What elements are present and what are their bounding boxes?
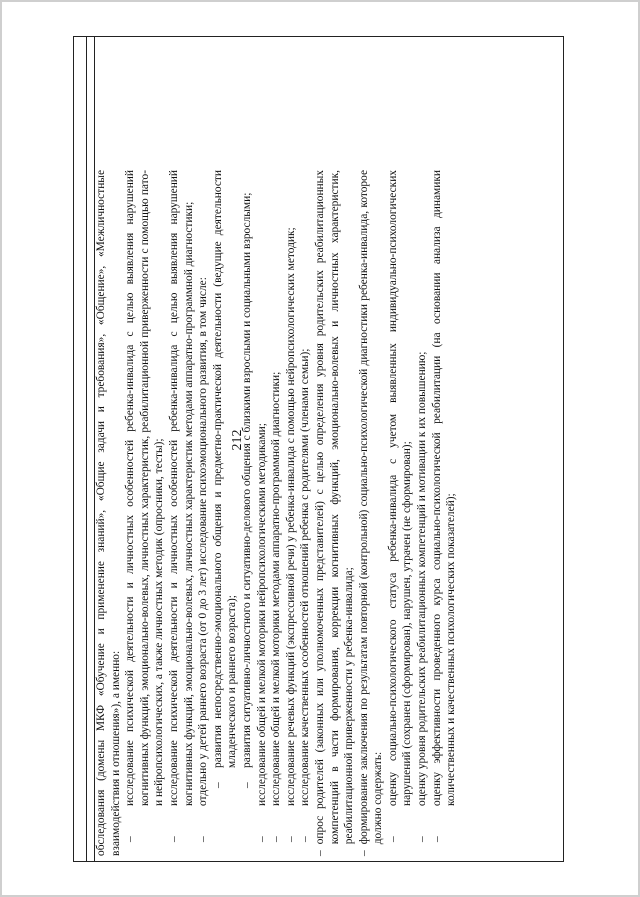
list-bullet: – [124, 836, 137, 842]
requirements-list [123, 170, 459, 856]
list-item [386, 170, 415, 856]
list-bullet: – [416, 836, 429, 842]
list-item-text: исследование речевых функций (экспрессивной речи) у ребенка-инвалида с помощью нейропсихологических методик; [284, 227, 297, 806]
list-item-text: исследование психической деятельности и личностных особенностей ребенка-инвалида с целью выявления нарушений когнитивных функций, эмоционально-волевых, личностных характеристик, реабилитационной приверженности с помощью пато- и нейропсихологических, а также личностных методик (опросники, тесты); [124, 170, 166, 806]
list-bullet: – [284, 836, 297, 842]
list-bullet: – [240, 782, 253, 788]
list-item-text: опрос родителей (законных или уполномоченных представителей) с целью определения уровня родительских реабилитационных компетенций в части формирования, коррекции когнитивных функций, эмоционально-волевых и личностных характеристик, реабилитационной приверженности у ребенка-инвалида; [313, 170, 356, 845]
list-bullet: – [255, 836, 268, 842]
list-item-text: исследование общей и мелкой моторики нейропсихологическими методиками; [255, 423, 268, 806]
list-item [430, 170, 459, 856]
list-bullet: – [270, 836, 283, 842]
list-item [255, 170, 270, 856]
list-item-text: исследование качественных особенностей отношений ребенка с родителями (членами семьи); [299, 348, 312, 806]
list-bullet: – [167, 836, 180, 842]
intro-paragraph: обследования (домены МКФ «Обучение и применение знаний», «Общие задачи и требования», «Общение», «Межличностные взаимодействия и отношения»), а именно: [95, 170, 122, 856]
table-cell-content [94, 166, 566, 862]
list-item-text: формирование заключения по результатам повторной (контрольной) социально-психологической диагностики ребенка-инвалида, которое должно содержать: [357, 170, 385, 845]
list-item [167, 170, 196, 856]
list-bullet: – [386, 836, 399, 842]
list-bullet: – [211, 782, 224, 788]
list-item-text: оценку эффективности проведенного курса социально-психологической реабилитации (на основании анализа динамики количественных и качественных психологических показателей); [430, 170, 458, 806]
list-item [240, 170, 255, 856]
list-item-text: развития непосредственно-эмоционального общения и предметно-практической деятельности (ведущие деятельности младенческого и раннего возраста); [211, 170, 239, 768]
list-item-text: оценку уровня родительских реабилитационных компетенций и мотивации к их повышению; [416, 351, 429, 806]
list-bullet: – [313, 850, 326, 856]
page-number: 212 [230, 429, 245, 451]
list-item [313, 170, 357, 856]
list-item-text: развития ситуативно-личностного и ситуативно-делового общения с близкими взрослыми и социальными взрослыми; [240, 192, 253, 768]
list-item [269, 170, 284, 856]
list-item [415, 170, 430, 856]
list-item [357, 170, 386, 856]
list-bullet: – [197, 836, 210, 842]
list-item [123, 170, 167, 856]
list-item-text: отдельно у детей раннего возраста (от 0 до 3 лет) исследование психоэмоционального развития, в том числе: [197, 277, 210, 806]
list-item [298, 170, 313, 856]
list-item-text: исследование общей и мелкой моторики методами аппаратно-программной диагностики; [270, 371, 283, 806]
list-item-text: исследование психической деятельности и личностных особенностей ребенка-инвалида с целью выявления нарушений когнитивных функций, эмоционально-волевых, личностных характеристик методами аппаратно-программной диагностики; [167, 170, 195, 806]
list-bullet: – [357, 850, 370, 856]
table-column-divider [86, 36, 87, 862]
list-item-text: оценку социально-психологического статуса ребенка-инвалида с учетом выявленных индивидуально-психологических нарушений (сохранен (сформирован), нарушен, утрачен (не сформирован); [386, 170, 414, 806]
list-bullet: – [430, 836, 443, 842]
list-item [211, 170, 240, 856]
list-bullet: – [299, 836, 312, 842]
list-item [196, 170, 211, 856]
list-item [284, 170, 299, 856]
